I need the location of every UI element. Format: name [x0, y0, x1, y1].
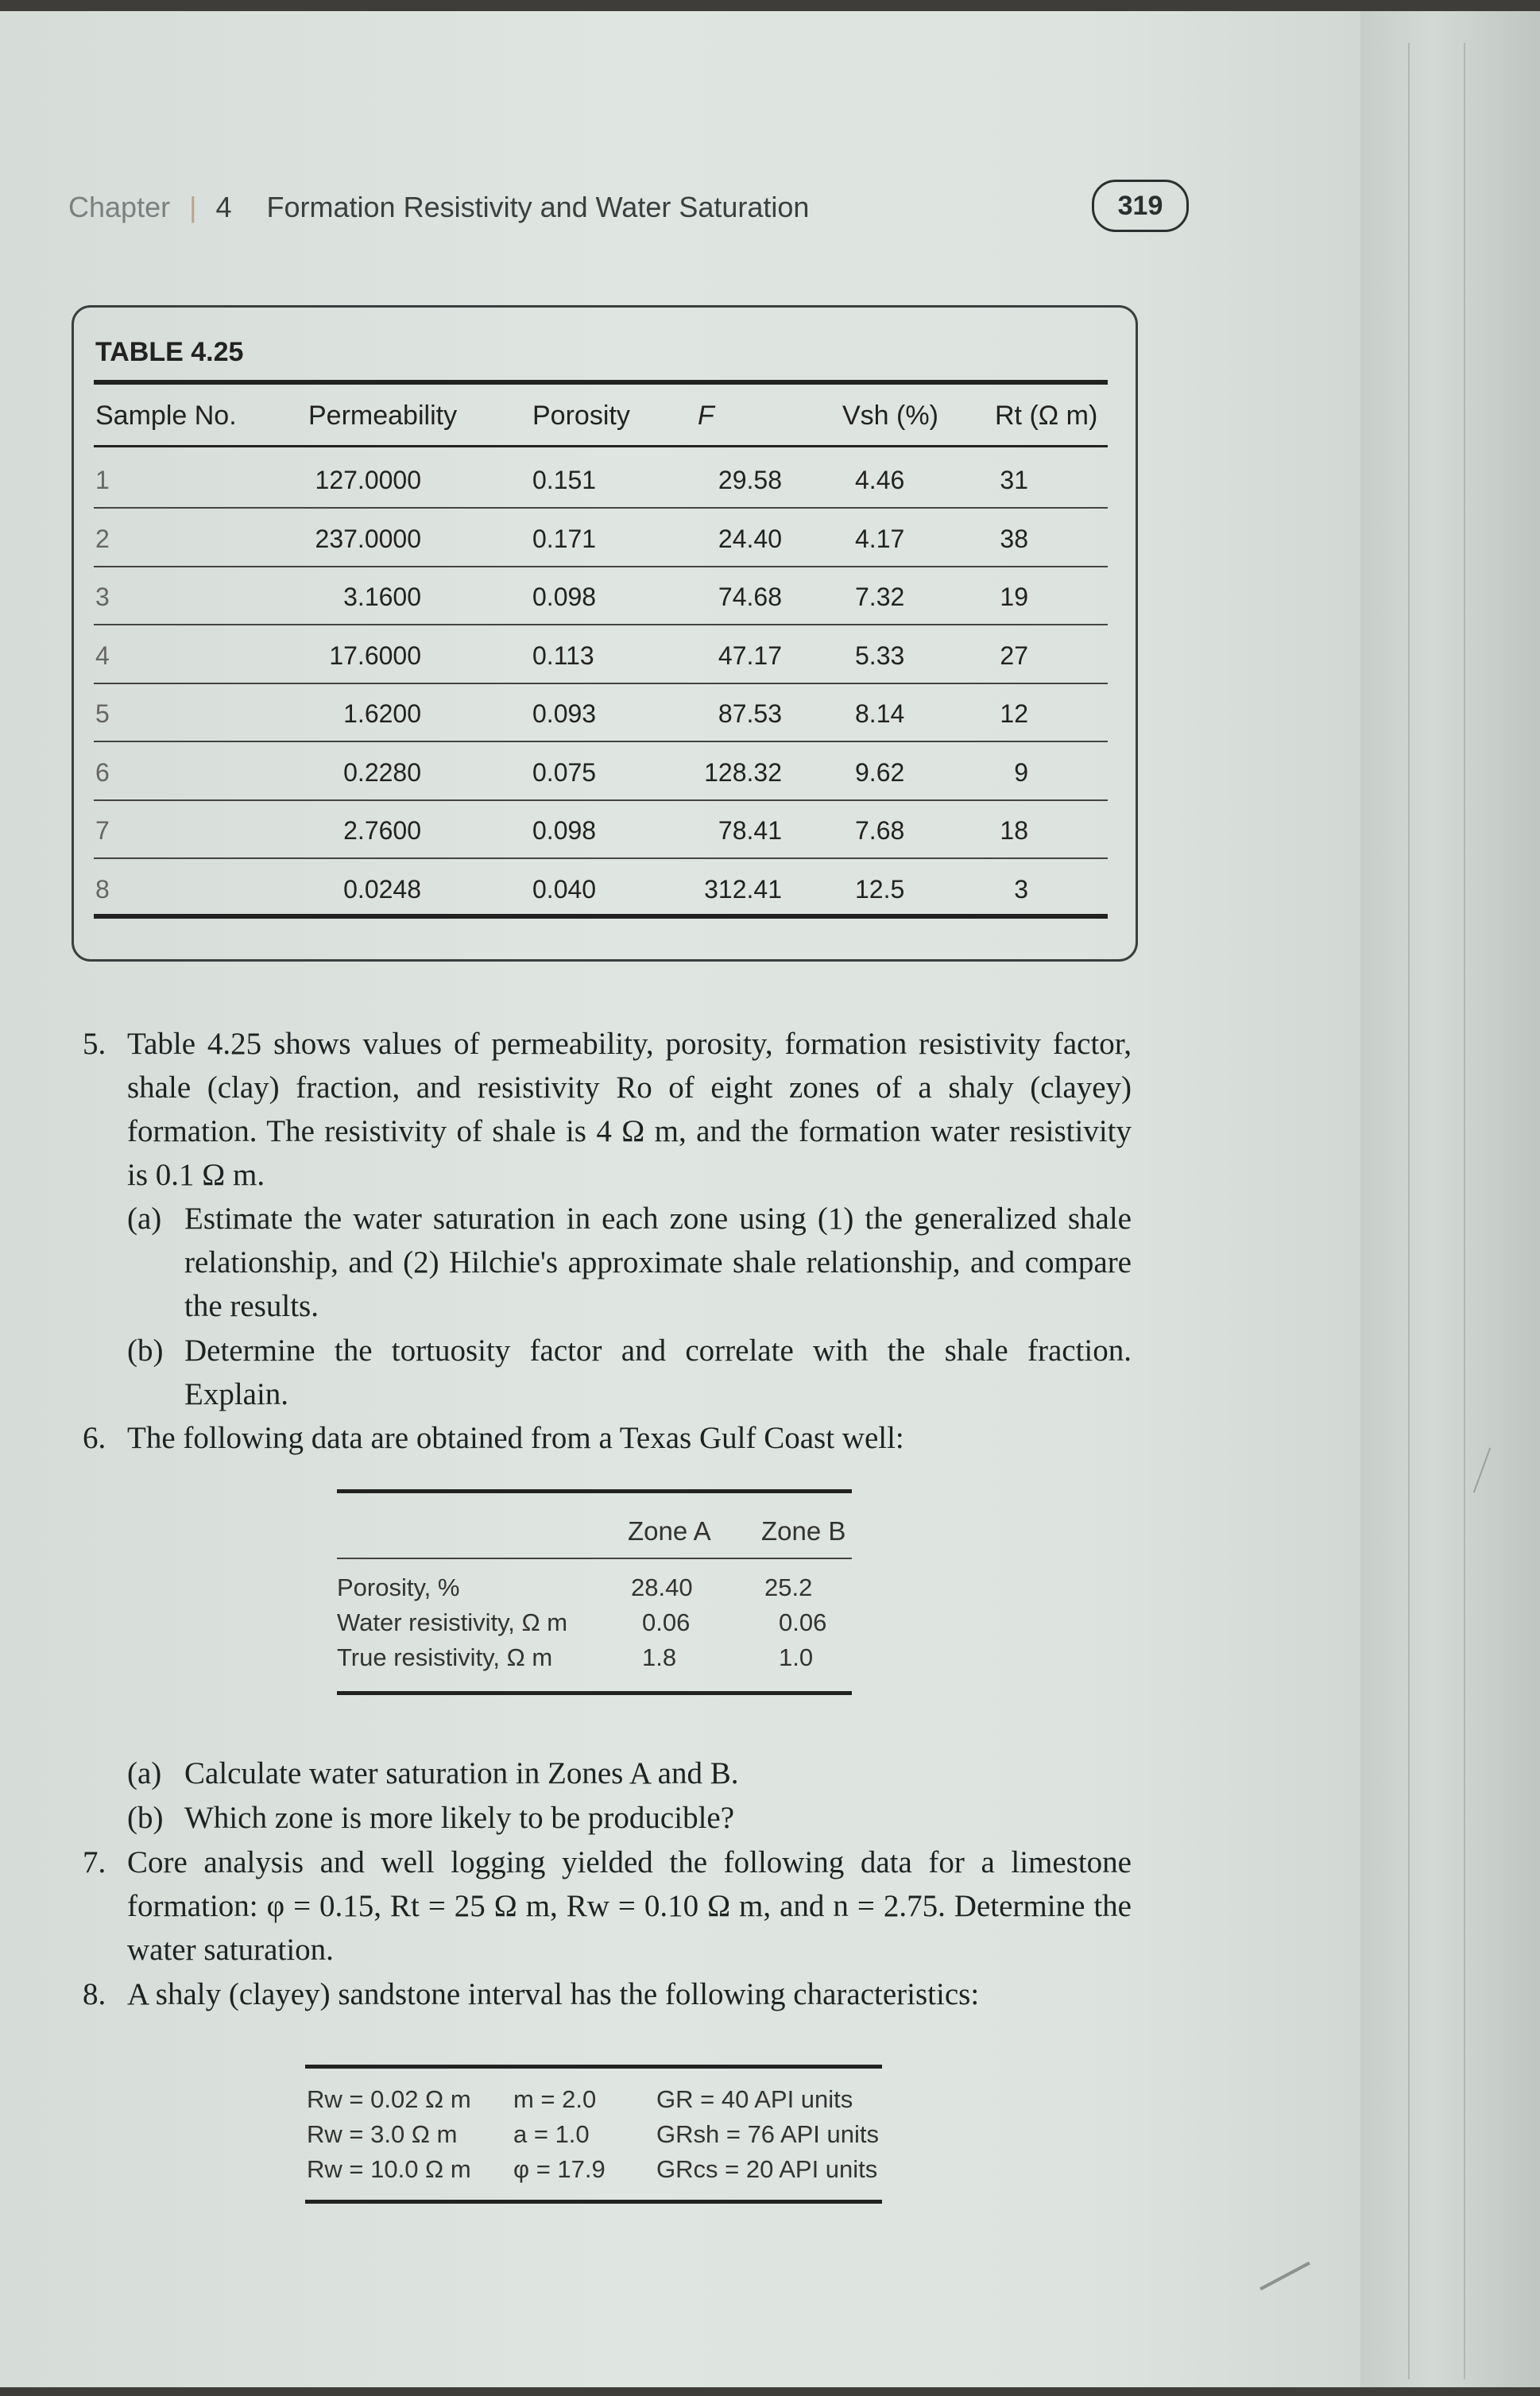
cell-permeability: 127.0000 [315, 466, 421, 494]
zone-b-value: 25.2 [764, 1573, 813, 1601]
problem-8-text: A shaly (clayey) sandstone interval has the following characteristics: [127, 1977, 980, 2011]
zone-table-top-rule [337, 1489, 852, 1493]
zone-b-header: Zone B [761, 1516, 846, 1546]
problem-6 [83, 1416, 1132, 1460]
zone-a-header: Zone A [628, 1516, 711, 1546]
cell-vsh: 4.46 [855, 466, 905, 494]
cell-porosity: 0.093 [532, 699, 597, 728]
zone-row-label: True resistivity, Ω m [337, 1643, 553, 1671]
cell-f: 312.41 [704, 874, 782, 904]
cell-rt: 19 [1000, 583, 1028, 611]
cell-sample: 4 [95, 641, 110, 670]
cell-permeability: 2.7600 [343, 816, 421, 845]
cell-rt: 3 [1014, 874, 1028, 904]
cell-rt: 12 [1000, 699, 1028, 728]
cell-sample: 8 [95, 874, 110, 904]
cell-vsh: 12.5 [855, 874, 905, 904]
problem-5a [127, 1197, 1132, 1328]
cell-porosity: 0.113 [532, 641, 594, 670]
zone-row-label: Porosity, % [337, 1573, 460, 1601]
problem-8-number: 8. [83, 1977, 106, 2011]
problem-7-text: Core analysis and well logging yielded the following data for a limestone formation: φ = 0.15, Rt = 25 Ω m, Rw = 0.10 Ω m, and n = 2.75. Determine the water saturation. [127, 1845, 1132, 1967]
table-top-rule [94, 380, 1108, 385]
problem-5-number: 5. [83, 1027, 106, 1061]
zone-a-value: 1.8 [642, 1643, 677, 1671]
zone-b-value: 1.0 [779, 1643, 814, 1671]
running-header [68, 191, 809, 224]
cell-f: 74.68 [718, 583, 782, 611]
props-table-bottom-rule [305, 2200, 882, 2204]
col-header-f: F [698, 401, 714, 431]
problem-5 [83, 1022, 1132, 1197]
problem-6b [127, 1796, 1132, 1840]
cell-f: 78.41 [718, 816, 782, 845]
cell-f: 128.32 [704, 757, 782, 787]
row-divider [94, 624, 1108, 625]
problem-5-text: Table 4.25 shows values of permeability, porosity, formation resistivity factor, shale (clay) fraction, and resistivity Ro of eight zones of a shaly (clayey) formation. The resistivity of shale is 4 Ω m, and the formation water resistivity is 0.1 Ω m. [127, 1027, 1132, 1192]
cell-rt: 31 [1000, 466, 1028, 494]
cell-sample: 6 [95, 757, 110, 787]
prop-param: a = 1.0 [513, 2120, 590, 2148]
problem-6-number: 6. [83, 1421, 106, 1455]
zone-table-header-rule [337, 1558, 852, 1559]
col-header-permeability: Permeability [308, 401, 458, 431]
prop-param: φ = 17.9 [513, 2155, 606, 2183]
chapter-number: 4 [215, 191, 232, 223]
prop-gr: GRsh = 76 API units [656, 2120, 880, 2148]
cell-vsh: 7.32 [855, 583, 905, 611]
cell-vsh: 9.62 [855, 757, 905, 787]
page-edge [1360, 11, 1540, 2387]
row-divider [94, 507, 1108, 509]
table-bottom-rule [94, 914, 1108, 919]
col-header-porosity: Porosity [532, 401, 630, 431]
chapter-word: Chapter [68, 191, 171, 223]
prop-rw: Rw = 0.02 Ω m [307, 2085, 471, 2113]
chapter-title: Formation Resistivity and Water Saturation [266, 191, 810, 223]
problem-5b-label: (b) [127, 1333, 164, 1368]
cell-f: 87.53 [718, 699, 782, 728]
cell-vsh: 8.14 [855, 699, 905, 728]
cell-permeability: 237.0000 [315, 524, 421, 553]
cell-permeability: 0.0248 [343, 874, 421, 904]
zone-a-value: 0.06 [642, 1608, 691, 1636]
col-header-sample: Sample No. [95, 401, 237, 431]
zone-a-value: 28.40 [631, 1573, 693, 1601]
col-header-rt: Rt (Ω m) [995, 401, 1098, 431]
cell-vsh: 4.17 [855, 524, 905, 553]
row-divider [94, 741, 1108, 742]
cell-porosity: 0.040 [532, 874, 597, 904]
problem-7-number: 7. [83, 1845, 106, 1879]
cell-porosity: 0.098 [532, 583, 597, 611]
col-header-vsh: Vsh (%) [842, 401, 938, 431]
prop-rw: Rw = 3.0 Ω m [307, 2120, 458, 2148]
problem-5b [127, 1329, 1132, 1416]
problem-5a-label: (a) [127, 1202, 162, 1236]
row-divider [94, 799, 1108, 801]
cell-permeability: 1.6200 [343, 699, 421, 728]
cell-f: 24.40 [718, 524, 782, 553]
zone-row-label: Water resistivity, Ω m [337, 1608, 568, 1636]
problem-5b-text: Determine the tortuosity factor and correlate with the shale fraction. Explain. [184, 1333, 1132, 1411]
cell-permeability: 17.6000 [329, 641, 421, 670]
cell-porosity: 0.075 [532, 757, 597, 787]
prop-param: m = 2.0 [513, 2085, 597, 2113]
cell-permeability: 3.1600 [343, 583, 421, 611]
cell-rt: 27 [1000, 641, 1028, 670]
prop-rw: Rw = 10.0 Ω m [307, 2155, 471, 2183]
problem-8 [83, 1972, 1132, 2016]
table-title: TABLE 4.25 [95, 337, 244, 367]
problem-5a-text: Estimate the water saturation in each zone using (1) the generalized shale relationship, and (2) Hilchie's approximate shale relationship, and compare the results. [184, 1202, 1132, 1323]
cell-rt: 18 [1000, 816, 1028, 845]
problem-6b-text: Which zone is more likely to be producible? [184, 1801, 735, 1835]
cell-porosity: 0.151 [532, 466, 597, 494]
cell-sample: 7 [95, 816, 110, 845]
cell-f: 47.17 [718, 641, 782, 670]
zone-table-bottom-rule [337, 1691, 852, 1695]
header-rule [94, 445, 1108, 447]
props-table-top-rule [305, 2065, 882, 2069]
problem-6a [127, 1752, 1132, 1795]
cell-sample: 1 [95, 466, 110, 494]
row-divider [94, 566, 1108, 567]
prop-gr: GR = 40 API units [656, 2085, 853, 2113]
zone-b-value: 0.06 [779, 1608, 827, 1636]
cell-sample: 5 [95, 699, 110, 728]
header-separator: | [189, 191, 197, 223]
cell-permeability: 0.2280 [343, 757, 421, 787]
cell-sample: 3 [95, 583, 110, 611]
problem-6-text: The following data are obtained from a Texas Gulf Coast well: [127, 1421, 904, 1455]
cell-vsh: 5.33 [855, 641, 905, 670]
problem-6a-text: Calculate water saturation in Zones A and B. [184, 1756, 739, 1790]
cell-f: 29.58 [718, 466, 782, 494]
prop-gr: GRcs = 20 API units [656, 2155, 878, 2183]
row-divider [94, 683, 1108, 684]
cell-rt: 9 [1014, 757, 1028, 787]
cell-porosity: 0.098 [532, 816, 597, 845]
cell-porosity: 0.171 [532, 524, 597, 553]
row-divider [94, 857, 1108, 859]
page-number: 319 [1092, 180, 1189, 232]
problem-6b-label: (b) [127, 1801, 164, 1835]
problem-7 [83, 1841, 1132, 1972]
problem-6a-label: (a) [127, 1756, 162, 1790]
cell-vsh: 7.68 [855, 816, 905, 845]
cell-rt: 38 [1000, 524, 1028, 553]
cell-sample: 2 [95, 524, 110, 553]
